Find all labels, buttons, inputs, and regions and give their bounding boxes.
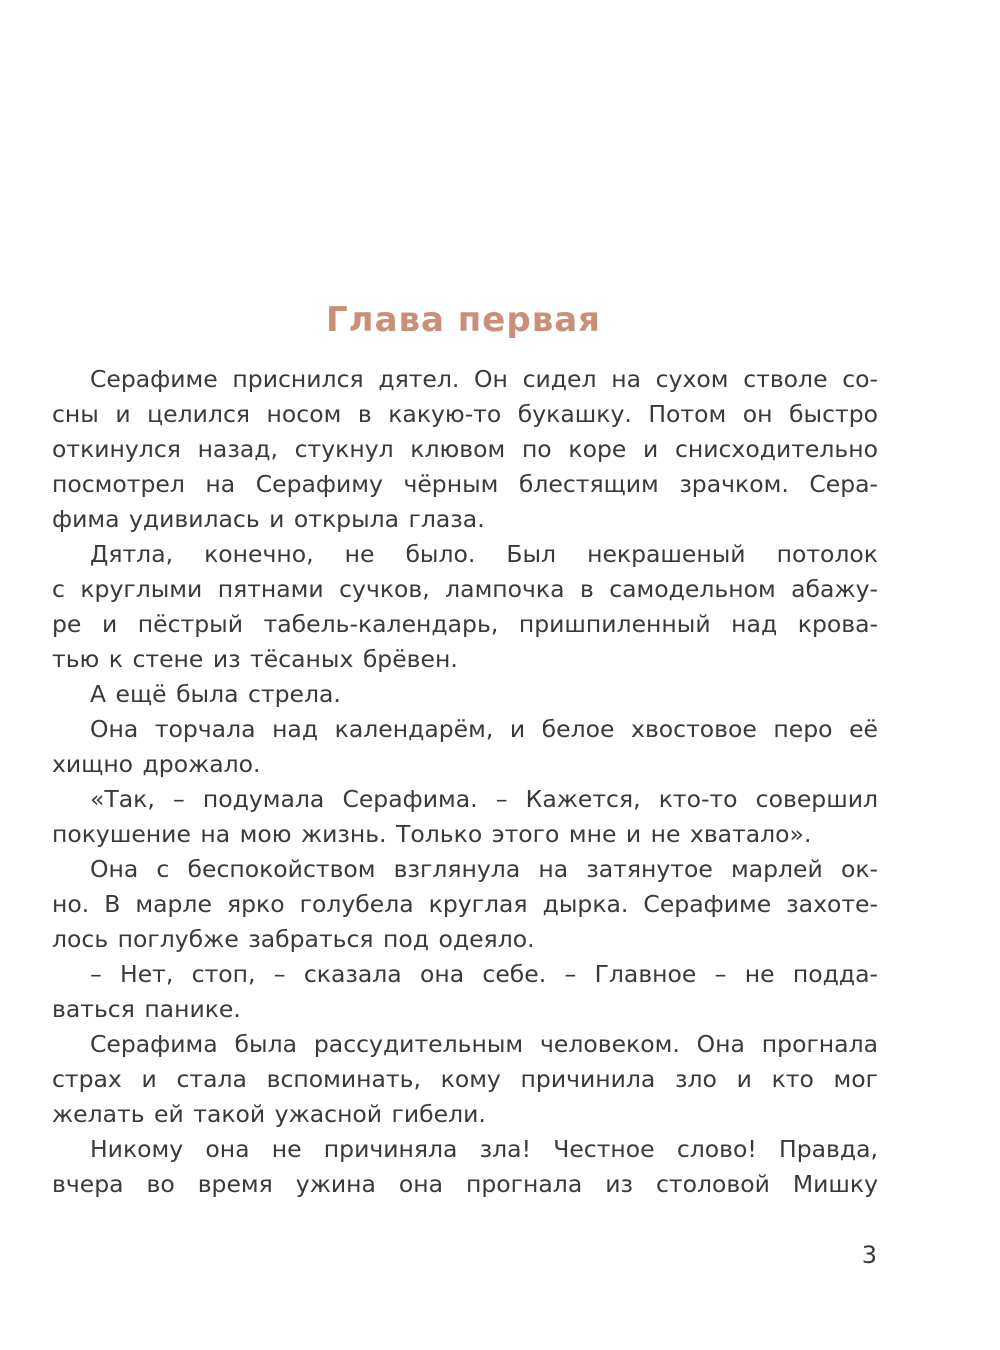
text-line: хищно дрожало. [52,750,261,778]
text-line: – Нет, стоп, – сказала она себе. – Главное – не подда- [90,960,878,988]
text-line: фима удивилась и открыла глаза. [52,505,485,533]
body-text [52,362,878,1202]
text-line: желать ей такой ужасной гибели. [52,1100,486,1128]
text-line: А ещё была стрела. [90,680,341,708]
text-line: лось поглубже забраться под одеяло. [52,925,535,953]
text-line: Никому она не причиняла зла! Честное слово! Правда, [90,1135,878,1163]
text-line: Серафима была рассудительным человеком. Она прогнала [90,1030,878,1058]
text-line: откинулся назад, стукнул клювом по коре и снисходительно [52,435,878,463]
text-line: ре и пёстрый табель-календарь, пришпиленный над крова- [52,610,878,638]
text-line: сны и целился носом в какую-то букашку. Потом он быстро [52,400,878,428]
text-line: но. В марле ярко голубела круглая дырка. Серафиме захоте- [52,890,878,918]
text-line: Она с беспокойством взглянула на затянутое марлей ок- [90,855,878,883]
text-line: Серафиме приснился дятел. Он сидел на сухом стволе со- [90,365,878,393]
chapter-title: Глава первая [326,300,601,340]
text-line: Она торчала над календарём, и белое хвостовое перо её [90,715,878,743]
text-line: вчера во время ужина она прогнала из столовой Мишку [52,1170,878,1198]
page-number: 3 [861,1241,877,1269]
text-line: с круглыми пятнами сучков, лампочка в самодельном абажу- [52,575,878,603]
text-line: ваться панике. [52,995,241,1023]
text-line: «Так, – подумала Серафима. – Кажется, кто-то совершил [90,785,878,813]
text-line: страх и стала вспоминать, кому причинила зло и кто мог [52,1065,878,1093]
text-line: Дятла, конечно, не было. Был некрашеный потолок [90,540,878,568]
text-line: посмотрел на Серафиму чёрным блестящим зрачком. Сера- [52,470,878,498]
text-line: тью к стене из тёсаных брёвен. [52,645,458,673]
text-line: покушение на мою жизнь. Только этого мне и не хватало». [52,820,812,848]
